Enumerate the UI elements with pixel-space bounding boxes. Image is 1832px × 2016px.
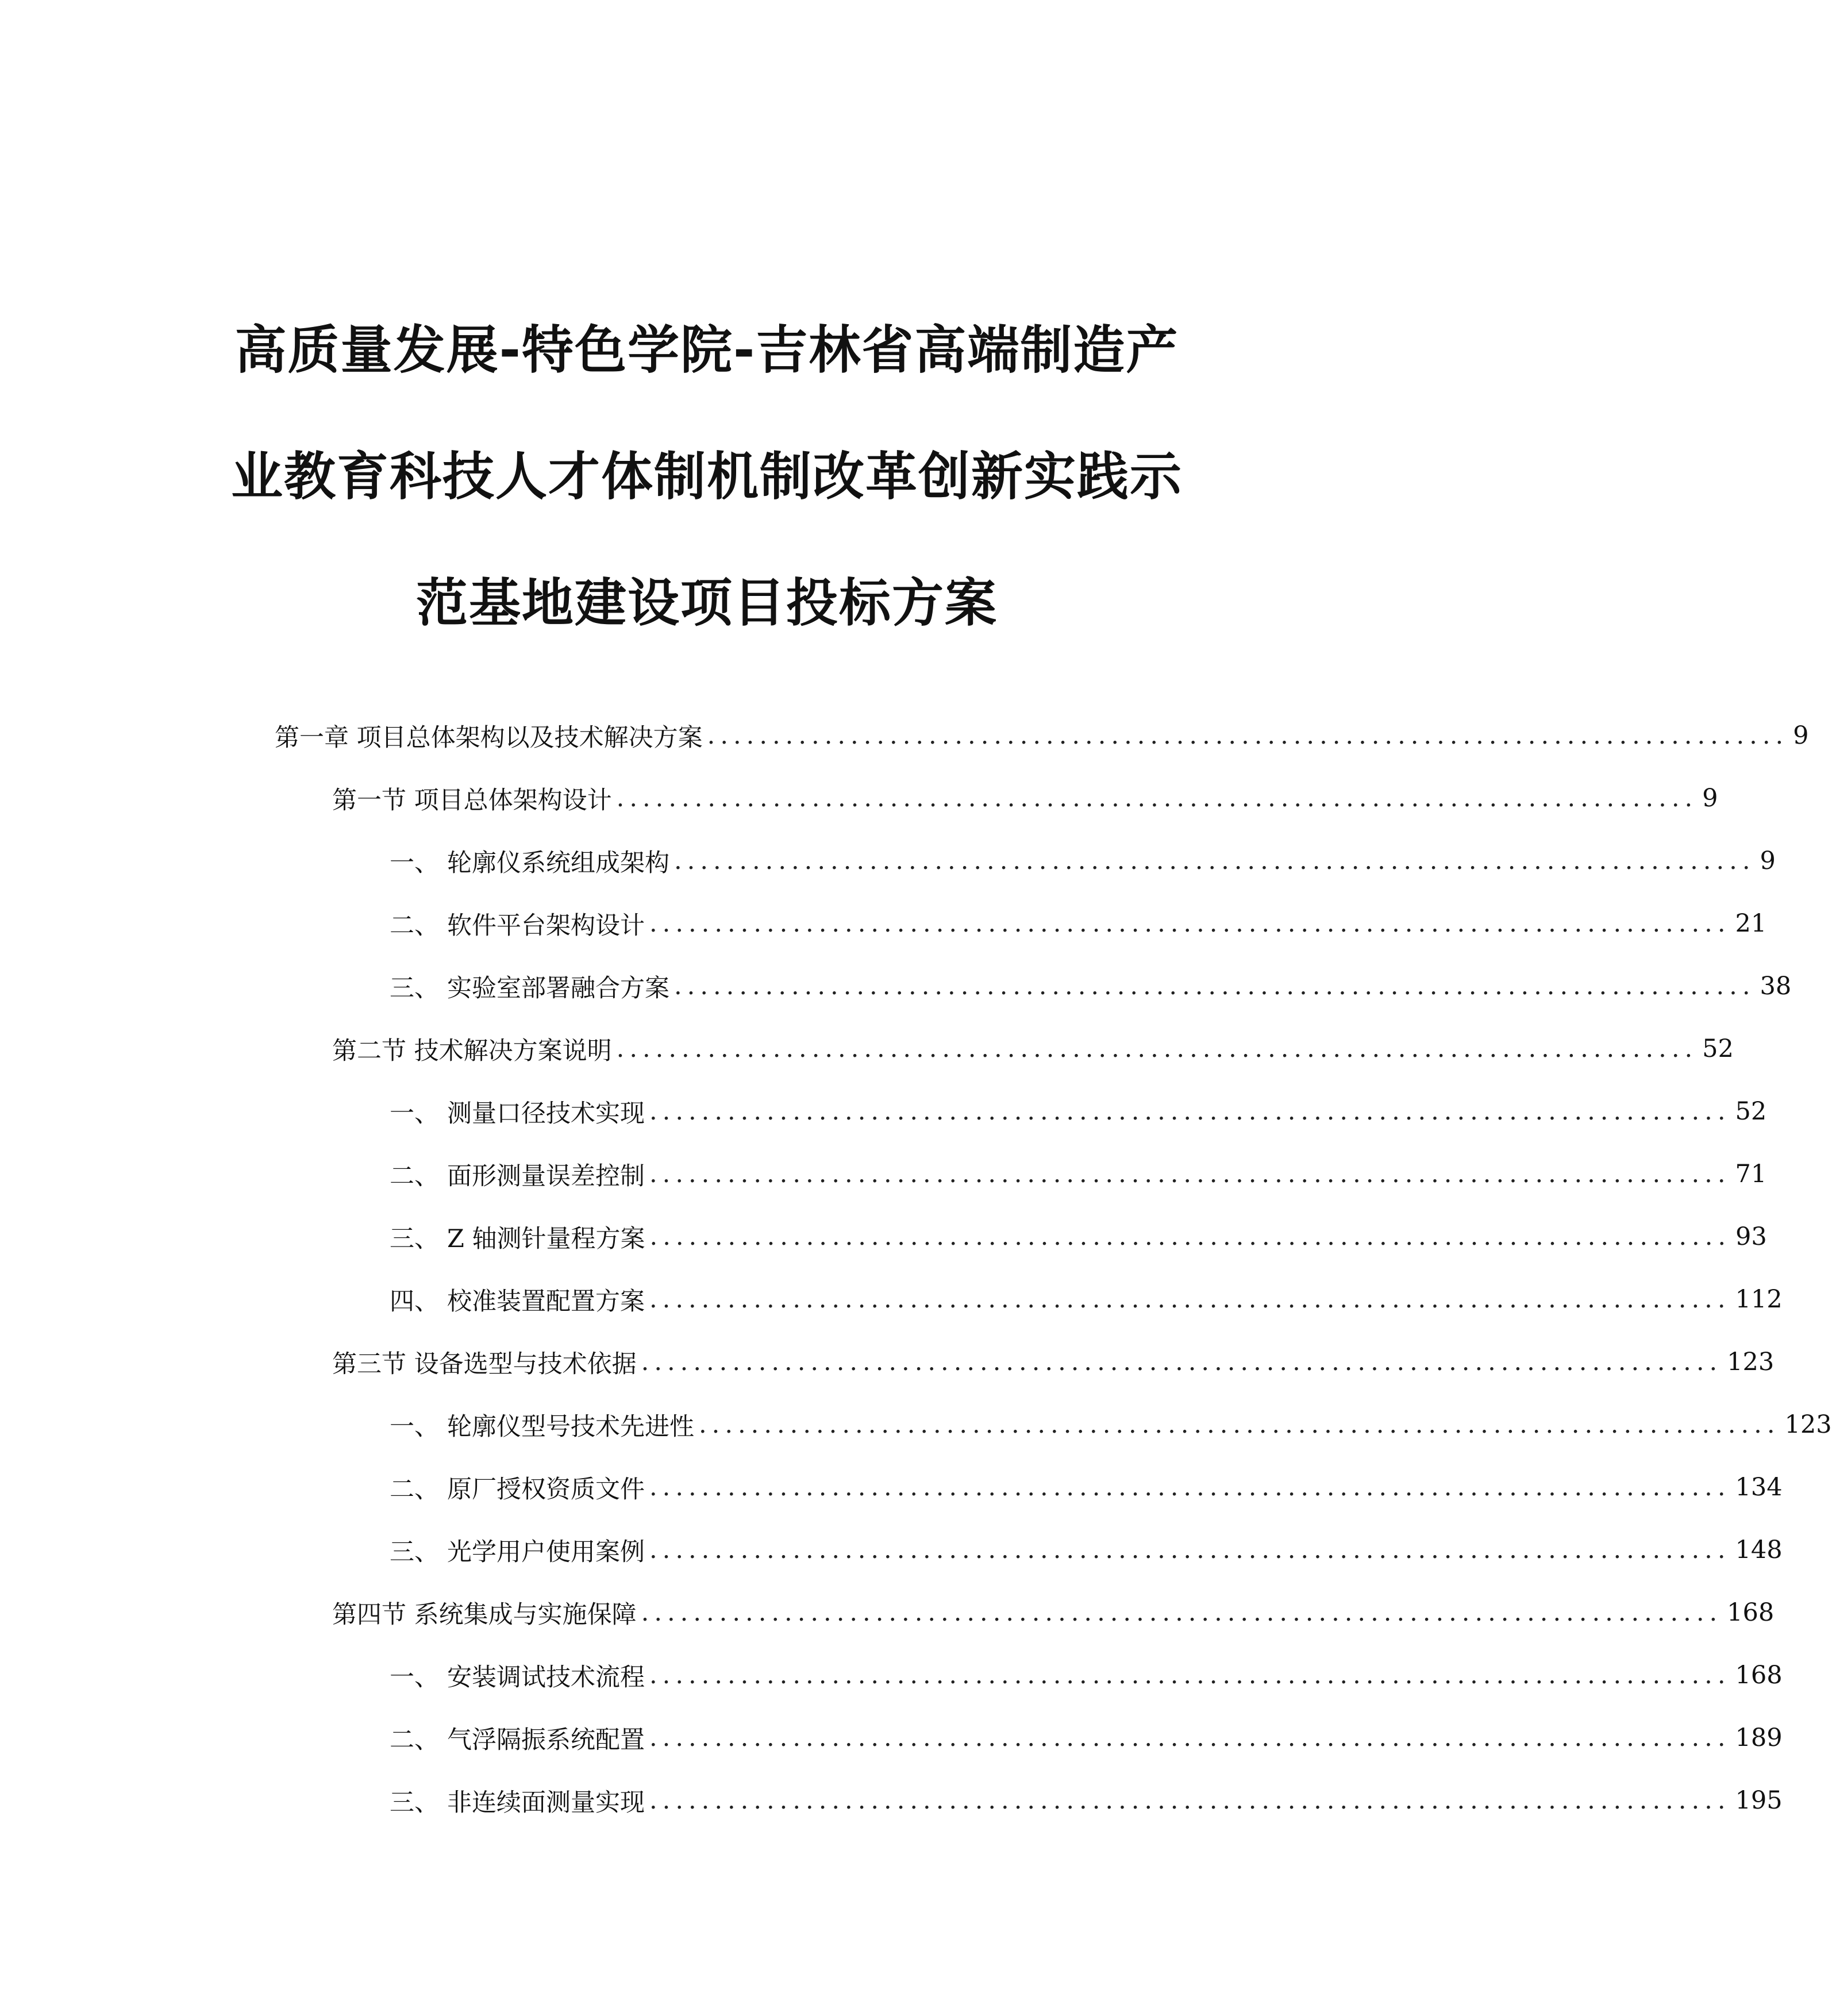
toc-page-number: 123 (1727, 1348, 1775, 1376)
toc-section-4[interactable] (332, 1595, 1775, 1630)
toc-entry-label: 气浮隔振系统配置 (447, 1725, 645, 1755)
toc-leader-dots: ................................................................................... (674, 847, 1756, 875)
toc-leader-dots: ................................................................................... (616, 1034, 1698, 1063)
toc-leader-dots: ................................................................................... (649, 1473, 1731, 1502)
toc-item-number: 三、 (390, 1537, 439, 1567)
toc-page-number: 9 (1760, 847, 1776, 875)
title-line-1: 高质量发展-特色学院-吉林省高端制造产 (234, 320, 1179, 380)
toc-item-number: 二、 (390, 911, 439, 940)
toc-page-number: 168 (1727, 1598, 1775, 1627)
toc-entry-label: 第三节 设备选型与技术依据 (332, 1349, 637, 1379)
toc-item-number: 一、 (390, 848, 439, 878)
toc-item-number: 二、 (390, 1161, 439, 1191)
toc-leader-dots: ................................................................................... (674, 972, 1756, 1001)
toc-item-number: 三、 (390, 1224, 439, 1253)
toc-leader-dots: ................................................................................... (649, 1222, 1731, 1251)
toc-item[interactable] (390, 1533, 1783, 1567)
toc-page-number: 52 (1735, 1097, 1767, 1126)
toc-item[interactable] (390, 906, 1767, 941)
toc-page-number: 195 (1735, 1786, 1783, 1815)
toc-entry-label: 安装调试技术流程 (447, 1663, 645, 1692)
toc-entry-label: 测量口径技术实现 (447, 1099, 645, 1128)
toc-leader-dots: ................................................................................... (649, 1661, 1731, 1690)
toc-page-number: 123 (1784, 1410, 1832, 1439)
toc-item-number: 一、 (390, 1099, 439, 1128)
toc-page-number: 9 (1793, 721, 1809, 750)
toc-item[interactable] (390, 1658, 1783, 1692)
toc-leader-dots: ................................................................................... (649, 1536, 1731, 1564)
toc-entry-label: 第一节 项目总体架构设计 (332, 786, 612, 815)
toc-item[interactable] (390, 969, 1792, 1003)
toc-item[interactable] (390, 1094, 1767, 1129)
toc-leader-dots: ................................................................................... (649, 1723, 1731, 1752)
toc-entry-label: 面形测量误差控制 (447, 1161, 645, 1191)
toc-entry-label: 第一章 项目总体架构以及技术解决方案 (275, 723, 703, 752)
toc-page-number: 71 (1735, 1160, 1767, 1188)
toc-leader-dots: ................................................................................... (649, 1097, 1731, 1126)
toc-item-number: 一、 (390, 1663, 439, 1692)
toc-item-number: 二、 (390, 1725, 439, 1755)
toc-leader-dots: ................................................................................... (649, 1786, 1731, 1815)
toc-page-number: 148 (1735, 1536, 1783, 1564)
toc-entry-label: 校准装置配置方案 (447, 1287, 645, 1316)
toc-entry-label: 原厂授权资质文件 (447, 1475, 645, 1504)
toc-item[interactable] (390, 844, 1776, 878)
toc-leader-dots: ................................................................................... (641, 1598, 1723, 1627)
toc-item-number: 一、 (390, 1412, 439, 1441)
toc-page-number: 9 (1702, 784, 1718, 813)
toc-entry-label: 软件平台架构设计 (447, 911, 645, 940)
toc-page-number: 21 (1735, 909, 1767, 938)
toc-page-number: 189 (1735, 1723, 1783, 1752)
title-line-2: 业教育科技人才体制机制改革创新实践示 (231, 447, 1183, 507)
toc-entry-label: 轮廓仪型号技术先进性 (447, 1412, 694, 1441)
toc-item[interactable] (390, 1282, 1783, 1317)
toc-item[interactable] (390, 1783, 1783, 1818)
toc-item-number: 二、 (390, 1475, 439, 1504)
toc-item[interactable] (390, 1157, 1767, 1191)
toc-item-number: 三、 (390, 974, 439, 1003)
toc-leader-dots: ................................................................................... (649, 909, 1731, 938)
toc-entry-label: 第二节 技术解决方案说明 (332, 1036, 612, 1065)
toc-item[interactable] (390, 1407, 1832, 1442)
toc-item[interactable] (390, 1219, 1767, 1254)
title-line-3: 范基地建设项目投标方案 (416, 573, 998, 633)
toc-item-number: 四、 (390, 1287, 439, 1316)
toc-item[interactable] (390, 1470, 1783, 1505)
toc-page-number: 134 (1735, 1473, 1783, 1502)
toc-page-number: 93 (1735, 1222, 1767, 1251)
toc-entry-label: 非连续面测量实现 (447, 1788, 645, 1817)
toc-page-number: 112 (1735, 1285, 1783, 1314)
toc-section-1[interactable] (332, 781, 1718, 815)
toc-item-number: 三、 (390, 1788, 439, 1817)
toc-leader-dots: ................................................................................... (649, 1160, 1731, 1188)
toc-leader-dots: ................................................................................... (699, 1410, 1780, 1439)
toc-leader-dots: ................................................................................... (616, 784, 1698, 813)
toc-page-number: 52 (1702, 1034, 1734, 1063)
toc-chapter-1[interactable] (275, 718, 1809, 753)
toc-entry-label: 轮廓仪系统组成架构 (447, 848, 669, 878)
toc-page-number: 168 (1735, 1661, 1783, 1690)
toc-leader-dots: ................................................................................... (707, 721, 1789, 750)
toc-entry-label: 光学用户使用案例 (447, 1537, 645, 1567)
toc-page-number: 38 (1760, 972, 1792, 1001)
toc-section-2[interactable] (332, 1032, 1734, 1066)
toc-section-3[interactable] (332, 1345, 1775, 1379)
toc-entry-label: 实验室部署融合方案 (447, 974, 669, 1003)
toc-item[interactable] (390, 1721, 1783, 1755)
toc-entry-label: 第四节 系统集成与实施保障 (332, 1600, 637, 1629)
toc-entry-label: Z 轴测针量程方案 (447, 1224, 645, 1253)
toc-leader-dots: ................................................................................... (649, 1285, 1731, 1314)
toc-leader-dots: ................................................................................... (641, 1348, 1723, 1376)
